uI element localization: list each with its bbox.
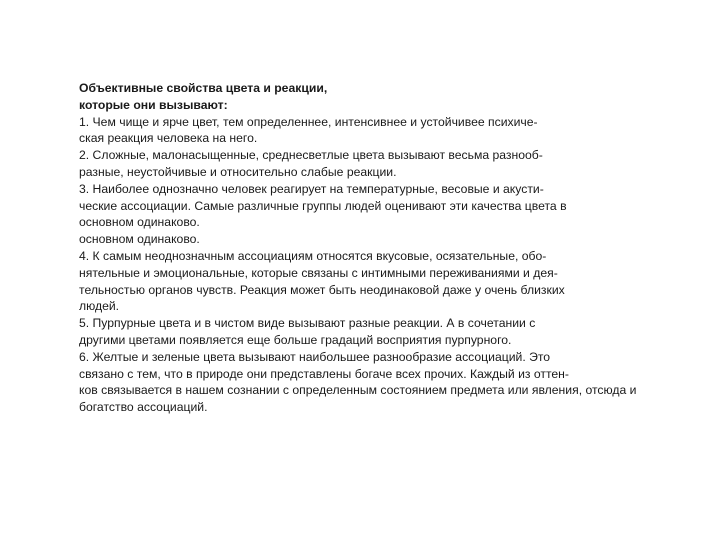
body-line: 4. К самым неоднозначным ассоциациям относятся вкусовые, осязательные, обо- — [79, 248, 547, 263]
body-line: другими цветами появляется еще больше градаций восприятия пурпурного. — [79, 332, 512, 347]
body-line: 3. Наиболее однозначно человек реагирует на температурные, весовые и акусти- — [79, 181, 544, 196]
heading-line: Объективные свойства цвета и реакции, — [79, 81, 328, 95]
body-line: ская реакция человека на него. — [79, 131, 258, 146]
body-line: разные, неустойчивые и относительно слабые реакции. — [79, 164, 397, 179]
document-text-block — [79, 80, 715, 416]
heading-line: которые они вызывают: — [79, 97, 228, 112]
body-line: основном одинаково. — [79, 232, 200, 247]
body-line: ческие ассоциации. Самые различные группы людей оценивают эти качества цвета в — [79, 198, 567, 213]
body-line: 1. Чем чище и ярче цвет, тем определеннее, интенсивнее и устойчивее психиче- — [79, 114, 538, 129]
body-line: основном одинаково. — [79, 215, 200, 230]
body-line: связано с тем, что в природе они представлены богаче всех прочих. Каждый из оттен- — [79, 366, 569, 381]
body-line: 5. Пурпурные цвета и в чистом виде вызывают разные реакции. А в сочетании с — [79, 316, 536, 331]
body-line: людей. — [79, 299, 120, 314]
document-heading — [79, 80, 715, 114]
body-line: 2. Сложные, малонасыщенные, среднесветлые цвета вызывают весьма разнооб- — [79, 148, 543, 163]
document-body — [79, 114, 715, 416]
body-line: 6. Желтые и зеленые цвета вызывают наибольшее разнообразие ассоциаций. Это — [79, 349, 551, 364]
body-line: богатство ассоциаций. — [79, 400, 208, 415]
body-line: тельностью органов чувств. Реакция может быть неодинаковой даже у очень близких — [79, 282, 565, 297]
body-line: ков связывается в нашем сознании с определенным состоянием предмета или явления, отсюда и — [79, 383, 637, 398]
body-line: нятельные и эмоциональные, которые связаны с интимными переживаниями и дея- — [79, 265, 558, 280]
